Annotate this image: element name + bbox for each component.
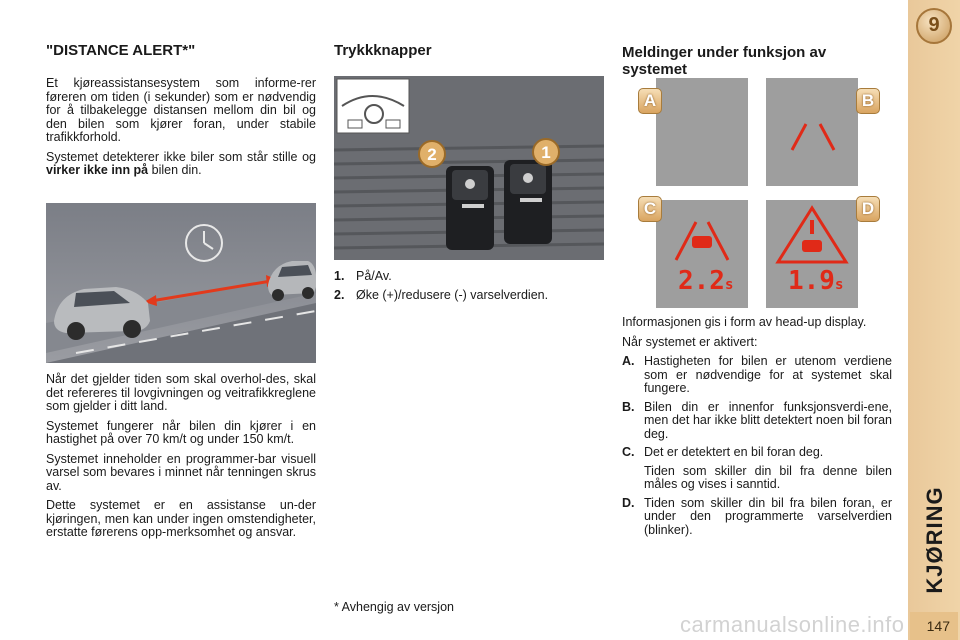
item-text: Det er detektert en bil foran deg. bbox=[644, 445, 824, 459]
paragraph: Når det gjelder tiden som skal overhol-des, skal det refereres til lovgivningen og veitrafikkreglene som gjelder i ditt land. bbox=[46, 372, 316, 413]
buttons-section bbox=[334, 42, 604, 59]
item-text: Øke (+)/redusere (-) varselverdien. bbox=[356, 287, 549, 302]
chapter-badge bbox=[916, 8, 952, 44]
hud-panel-c bbox=[656, 200, 748, 308]
marker-2-label: 2 bbox=[427, 145, 437, 164]
chapter-title-text: KJØRING bbox=[922, 486, 947, 594]
section-heading-distance-alert: "DISTANCE ALERT*" bbox=[46, 42, 196, 59]
distance-alert-details bbox=[46, 373, 316, 546]
paragraph: Når systemet er aktivert: bbox=[622, 334, 758, 349]
item-letter bbox=[622, 465, 644, 492]
list-item bbox=[622, 401, 892, 442]
time-gap-value: 2.2 bbox=[678, 266, 725, 296]
item-text: Tiden som skiller din bil fra bilen foran, er under den programmerte varselverdien (blinker). bbox=[644, 495, 892, 537]
list-item bbox=[622, 355, 892, 396]
footnote: * Avhengig av versjon bbox=[334, 600, 454, 614]
panel-label-a bbox=[638, 88, 662, 114]
hud-panel-b bbox=[766, 78, 858, 186]
time-gap-readout bbox=[678, 266, 733, 296]
section-heading-buttons: Trykkknapper bbox=[334, 42, 432, 59]
paragraph: Informasjonen gis i form av head-up display. bbox=[622, 315, 867, 329]
item-letter: D. bbox=[622, 495, 635, 510]
messages-section bbox=[622, 44, 892, 78]
paragraph bbox=[46, 151, 316, 178]
paragraph: Systemet fungerer når bilen din kjører i en hastighet på over 70 km/t og under 150 km/t. bbox=[46, 418, 316, 446]
list-item bbox=[622, 497, 892, 538]
item-text: Bilen din er innenfor funksjonsverdi-ene, men det har ikke blitt detektert noen bil foran deg. bbox=[644, 399, 892, 441]
section-heading-messages: Meldinger under funksjon av systemet bbox=[622, 44, 827, 78]
on-off-button[interactable] bbox=[504, 160, 552, 244]
buttons-illustration bbox=[334, 76, 604, 260]
item-number: 2. bbox=[334, 287, 345, 302]
item-letter: B. bbox=[622, 399, 635, 414]
list-item bbox=[622, 446, 892, 460]
hud-panel-a bbox=[656, 78, 748, 186]
item-letter: C. bbox=[622, 445, 635, 459]
marker-2-icon bbox=[419, 141, 445, 167]
item-text: På/Av. bbox=[356, 269, 392, 283]
paragraph: Dette systemet er en assistanse un-der kjøringen, men kan under ingen omstendigheter, erstatte førerens opp-merksomhet og ansvar. bbox=[46, 498, 316, 539]
panel-label-text: C bbox=[643, 199, 657, 218]
item-number: 1. bbox=[334, 269, 345, 283]
bold-text: virker ikke inn på bbox=[46, 163, 149, 177]
list-item bbox=[334, 270, 604, 284]
paragraph: Et kjøreassistansesystem som informe-rer føreren om tiden (i sekunder) som er nødvendig for å tilbakelegge distansen mellom din bil og den bilen som kjører foran, under stabile trafikkforhold. bbox=[46, 76, 316, 144]
item-text: Tiden som skiller din bil fra denne bilen måles og vises i sanntid. bbox=[644, 463, 892, 491]
watermark: carmanualsonline.info bbox=[680, 612, 905, 637]
item-text: Hastigheten for bilen er utenom verdiene som er nødvendige for at systemet skal fungere. bbox=[644, 354, 892, 395]
panel-label-text: B bbox=[861, 91, 875, 110]
panel-label-text: D bbox=[861, 199, 875, 218]
item-letter: A. bbox=[622, 354, 635, 368]
time-gap-unit: s bbox=[724, 277, 734, 293]
text: bilen din. bbox=[148, 163, 202, 177]
list-item bbox=[334, 289, 604, 303]
page-number: 147 bbox=[926, 618, 950, 634]
dashboard-inset-icon bbox=[337, 79, 409, 133]
text: Systemet detekterer ikke biler som står stille og bbox=[46, 149, 316, 164]
lane-lines-icon bbox=[766, 78, 858, 186]
paragraph: Systemet inneholder en programmer-bar visuell varsel som bevares i minnet når tenningen skrus av. bbox=[46, 451, 316, 493]
marker-1-icon bbox=[533, 139, 559, 165]
chapter-number: 9 bbox=[928, 14, 940, 36]
list-item bbox=[622, 465, 892, 492]
marker-1-label: 1 bbox=[541, 143, 551, 162]
messages-legend bbox=[622, 316, 892, 542]
panel-label-c bbox=[638, 196, 662, 222]
panel-label-b bbox=[856, 88, 880, 114]
chapter-title bbox=[918, 486, 952, 594]
panel-label-d bbox=[856, 196, 880, 222]
road-illustration-svg bbox=[46, 203, 316, 363]
page-number-box bbox=[910, 612, 958, 640]
time-gap-readout bbox=[788, 266, 843, 296]
time-gap-value: 1.9 bbox=[788, 266, 835, 296]
time-gap-unit: s bbox=[834, 277, 844, 293]
hud-panel-d bbox=[766, 200, 858, 308]
alert-adjust-button[interactable] bbox=[446, 166, 494, 250]
distance-alert-intro bbox=[46, 42, 316, 184]
buttons-illustration-svg bbox=[334, 76, 604, 260]
panel-label-text: A bbox=[643, 91, 657, 110]
buttons-legend bbox=[334, 270, 604, 307]
road-illustration bbox=[46, 203, 316, 363]
